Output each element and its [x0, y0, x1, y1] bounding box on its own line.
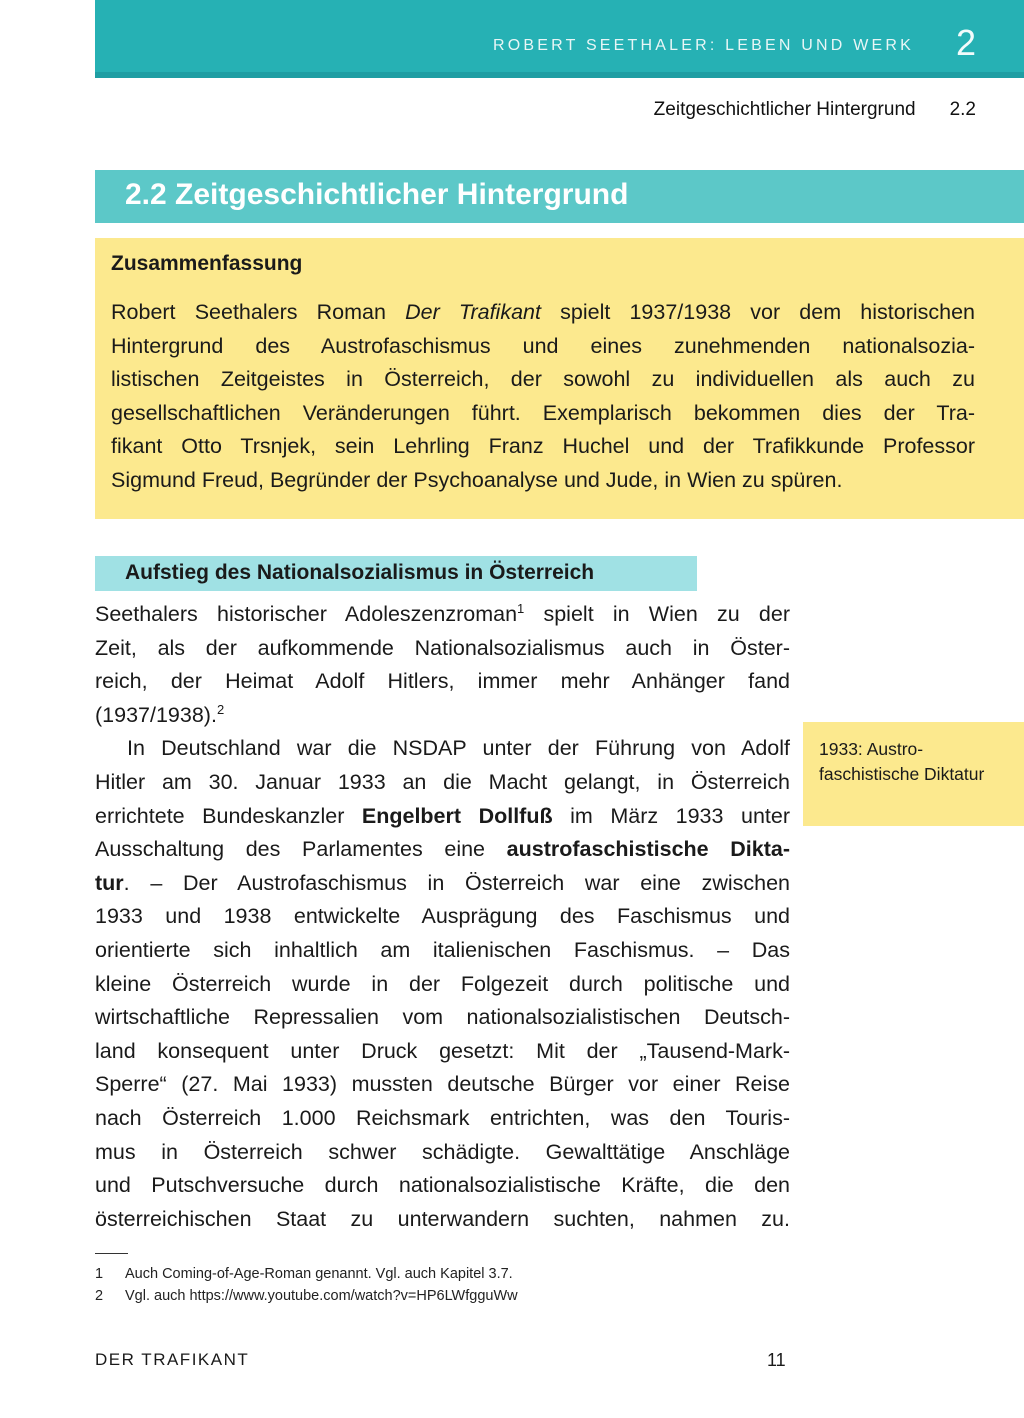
text-line — [95, 1001, 790, 1035]
text-line — [95, 800, 790, 834]
footnote-reference: 2 — [216, 701, 225, 717]
text-line — [95, 598, 790, 632]
bold-term: tur — [95, 870, 124, 895]
text-line — [95, 766, 790, 800]
footer-book-title: DER TRAFIKANT — [95, 1350, 250, 1369]
text-segment: listischen Zeitgeistes in Österreich, der sowohl zu individuellen als auch zu — [111, 367, 975, 392]
summary-text — [111, 296, 975, 498]
text-segment: 1933 und 1938 entwickelte Ausprägung des Faschismus und — [95, 904, 790, 929]
chapter-number: 2 — [955, 22, 976, 63]
margin-note — [803, 722, 1024, 826]
running-section-number: 2.2 — [949, 99, 976, 120]
text-segment: Hitler am 30. Januar 1933 an die Macht gelangt, in Österreich — [95, 769, 790, 794]
text-segment: nach Österreich 1.000 Reichsmark entrichten, was den Touris- — [95, 1105, 790, 1130]
text-segment: In Deutschland war die NSDAP unter der Führung von Adolf — [127, 736, 790, 761]
text-line — [95, 632, 790, 666]
text-line — [111, 330, 975, 364]
text-segment: orientierte sich inhaltlich am italienischen Faschismus. – Das — [95, 937, 790, 962]
text-segment: Sperre“ (27. Mai 1933) mussten deutsche Bürger vor einer Reise — [95, 1072, 790, 1097]
text-segment: mus in Österreich schwer schädigte. Gewalttätige Anschläge — [95, 1139, 790, 1164]
text-segment: (1937/1938). — [95, 702, 217, 727]
footnote — [95, 1288, 518, 1304]
text-line — [95, 1169, 790, 1203]
page-number: 11 — [767, 1350, 786, 1370]
text-line — [95, 699, 790, 733]
text-segment: gesellschaftlichen Veränderungen führt. Exemplarisch bekommen dies der Tra- — [111, 400, 975, 425]
text-segment: reich, der Heimat Adolf Hitlers, immer mehr Anhänger fand — [95, 669, 790, 694]
text-line — [111, 430, 975, 464]
footnote-number: 2 — [95, 1288, 104, 1304]
text-segment: land konsequent unter Druck gesetzt: Mit der „Tausend-Mark- — [95, 1038, 790, 1063]
section-title-bar — [95, 170, 1024, 223]
text-line — [95, 732, 790, 766]
subsection-title: Aufstieg des Nationalsozialismus in Österreich — [125, 561, 595, 584]
text-line — [95, 867, 790, 901]
text-line — [111, 397, 975, 431]
text-segment: spielt in Wien zu der — [524, 602, 790, 626]
text-segment: Ausschaltung des Parlamentes eine — [95, 837, 507, 862]
footnote-text: Auch Coming-of-Age-Roman genannt. Vgl. auch Kapitel 3.7. — [125, 1266, 513, 1282]
summary-heading: Zusammenfassung — [111, 252, 303, 275]
text-segment: Robert Seethalers Roman — [111, 300, 406, 324]
section-title: 2.2 Zeitgeschichtlicher Hintergrund — [125, 178, 629, 211]
footnote-reference: 1 — [517, 600, 525, 616]
text-line — [95, 1068, 790, 1102]
text-line — [95, 900, 790, 934]
chapter-header-band — [95, 0, 1024, 78]
text-segment: wirtschaftliche Repressalien vom nationalsozialistischen Deutsch- — [95, 1005, 790, 1030]
text-segment: österreichischen Staat zu unterwandern suchten, nahmen zu. — [95, 1206, 790, 1231]
text-line — [111, 296, 975, 330]
text-segment: fikant Otto Trsnjek, sein Lehrling Franz Huchel und der Trafikkunde Professor — [111, 434, 975, 459]
footnote-divider — [95, 1253, 128, 1254]
running-section-header — [654, 99, 976, 121]
text-segment: Seethalers historischer Adoleszenzroman — [95, 602, 518, 626]
text-segment: spielt 1937/1938 vor dem historischen — [540, 300, 976, 324]
text-line — [95, 833, 790, 867]
footnote-number: 1 — [95, 1266, 104, 1282]
subsection-title-bar — [95, 556, 697, 591]
text-segment: errichtete Bundeskanzler — [95, 803, 362, 828]
italic-title: Der Trafikant — [405, 300, 541, 324]
text-segment: Sigmund Freud, Begründer der Psychoanalyse und Jude, in Wien zu spüren. — [111, 467, 843, 492]
text-line — [95, 968, 790, 1002]
bold-term: Engelbert Dollfuß — [361, 803, 553, 828]
running-section-title: Zeitgeschichtlicher Hintergrund — [653, 99, 916, 120]
text-segment: und Putschversuche durch nationalsozialistische Kräfte, die den — [95, 1173, 790, 1198]
bold-term: austrofaschistische Dikta- — [506, 837, 790, 862]
text-segment: Hintergrund des Austrofaschismus und eines zunehmenden nationalsozia- — [111, 333, 975, 358]
text-line — [95, 1136, 790, 1170]
chapter-title: ROBERT SEETHALER: LEBEN UND WERK — [493, 37, 914, 54]
text-line — [95, 665, 790, 699]
text-line — [95, 1102, 790, 1136]
text-segment: kleine Österreich wurde in der Folgezeit durch politische und — [95, 971, 790, 996]
text-segment: Zeit, als der aufkommende Nationalsozialismus auch in Öster- — [95, 635, 790, 660]
text-segment: im März 1933 unter — [552, 803, 790, 828]
text-line — [95, 1203, 790, 1237]
text-segment: . – Der Austrofaschismus in Österreich war eine zwischen — [123, 870, 790, 895]
body-lines — [95, 598, 790, 1236]
footnote-text: Vgl. auch https://www.youtube.com/watch?v=HP6LWfgguWw — [125, 1288, 518, 1304]
text-line — [111, 464, 975, 498]
footnote — [95, 1266, 513, 1282]
summary-box — [95, 238, 1024, 519]
text-line — [95, 1035, 790, 1069]
text-line — [111, 363, 975, 397]
margin-note-text: 1933: Austro-faschistische Diktatur — [819, 739, 985, 784]
text-line — [95, 934, 790, 968]
